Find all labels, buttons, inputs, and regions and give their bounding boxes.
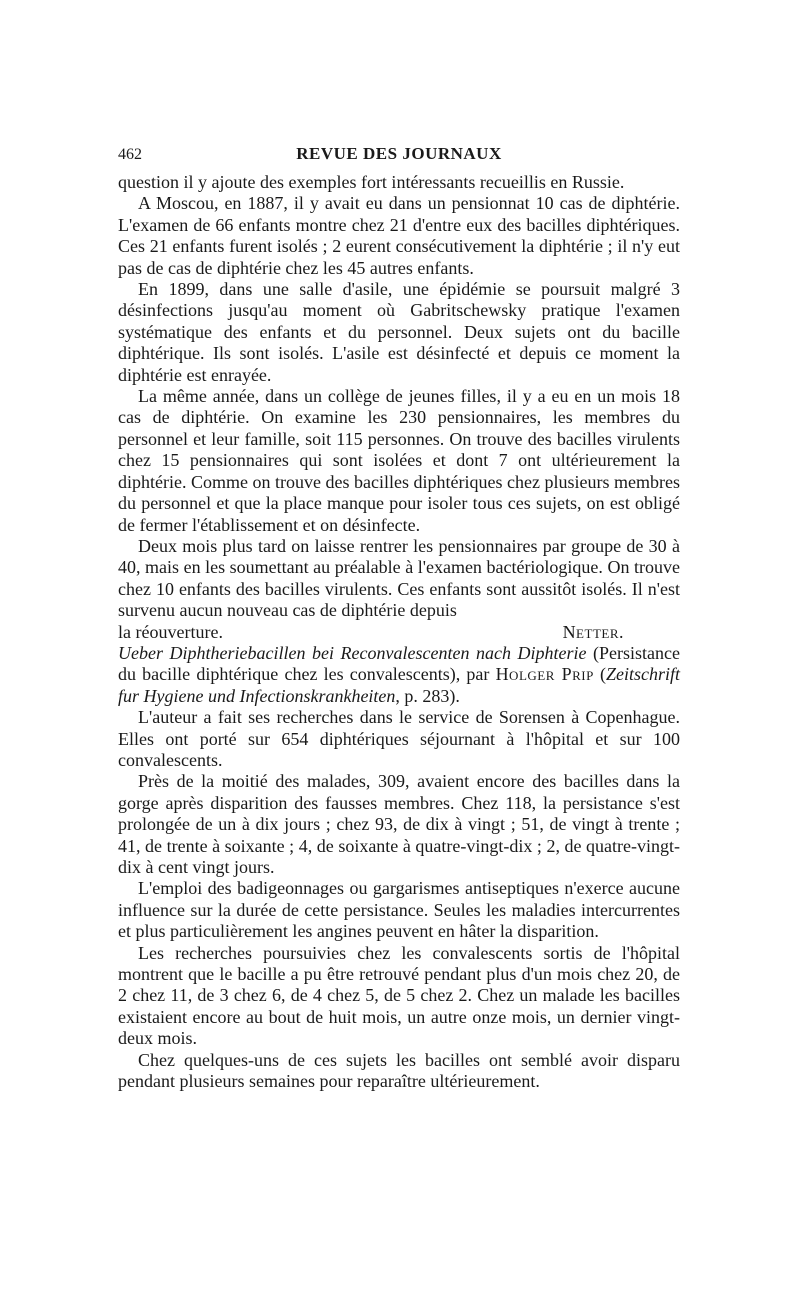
paragraph: Les recherches poursuivies chez les convalescents sortis de l'hôpital montrent que le bacille a pu être retrouvé pendant plus d'un mois chez 20, de 2 chez 11, de 3 chez 6, de 4 chez 5, de 5 chez 2. Chez un malade les bacilles existaient encore au bout de huit mois, un autre onze mois, un dernier vingt-deux mois. xyxy=(118,942,680,1049)
page-header xyxy=(118,140,680,170)
paragraph: L'emploi des badigeonnages ou gargarismes antiseptiques n'exerce aucune influence sur la durée de cette persistance. Seules les maladies intercurrentes et plus particulièrement les angines peuvent en hâter la disparition. xyxy=(118,878,680,942)
paragraph: La même année, dans un collège de jeunes filles, il y a eu en un mois 18 cas de diphtérie. On examine les 230 pensionnaires, les membres du personnel et leur famille, soit 115 personnes. On trouve des bacilles virulents chez 15 pensionnaires qui sont isolées et dont 7 ont ultérieurement la diphtérie. Comme on trouve des bacilles diphtériques chez plusieurs membres du personnel et que la place manque pour isoler tous ces sujets, on est obligé de fermer l'établissement et on désinfecte. xyxy=(118,386,680,535)
paragraph-end: la réouverture. xyxy=(118,621,223,642)
paragraph: L'auteur a fait ses recherches dans le service de Sorensen à Copenhague. Elles ont porté sur 654 diphtériques séjournant à l'hôpital et sur 100 convalescents. xyxy=(118,707,680,770)
article-title: Ueber Diphtheriebacillen bei Reconvalescenten nach Diphterie xyxy=(118,642,587,663)
article-author: Holger Prip xyxy=(495,664,594,685)
page-body xyxy=(118,172,680,1092)
paragraph: En 1899, dans une salle d'asile, une épidémie se poursuit malgré 3 désinfections jusqu'au moment où Gabritschewsky pratique l'examen systématique des enfants et du personnel. Deux sujets ont du bacille diphtérique. Ils sont isolés. L'asile est désinfecté et depuis ce moment la diphtérie est enrayée. xyxy=(118,279,680,385)
article-heading xyxy=(118,643,680,707)
page-number: 462 xyxy=(118,146,142,163)
paragraph: Chez quelques-uns de ces sujets les bacilles ont semblé avoir disparu pendant plusieurs semaines pour reparaître ultérieurement. xyxy=(118,1049,680,1092)
citation-page: , p. 283). xyxy=(395,685,460,706)
journal-name: Zeitschrift fur Hygiene und Infectionskrankheiten xyxy=(118,664,680,706)
signature-line xyxy=(118,622,680,643)
citation-paren: ( xyxy=(593,664,606,685)
running-title: REVUE DES JOURNAUX xyxy=(296,144,502,163)
article-subtitle: (Persistance du bacille diphtérique chez les convalescents), par xyxy=(118,642,680,685)
paragraph: Près de la moitié des malades, 309, avaient encore des bacilles dans la gorge après disparition des fausses membres. Chez 118, la persistance s'est prolongée de un à dix jours ; chez 93, de dix à vingt ; 51, de vingt à trente ; 41, de trente à soixante ; 4, de soixante à quatre-vingt-dix ; 2, de quatre-vingt-dix à cent vingt jours. xyxy=(118,771,680,877)
paragraph: A Moscou, en 1887, il y avait eu dans un pensionnat 10 cas de diphtérie. L'examen de 66 enfants montre chez 21 d'entre eux des bacilles diphtériques. Ces 21 enfants furent isolés ; 2 eurent consécutivement la diphtérie ; il n'y eut pas de cas de diphtérie chez les 45 autres enfants. xyxy=(118,193,680,278)
paragraph: Deux mois plus tard on laisse rentrer les pensionnaires par groupe de 30 à 40, mais en les soumettant au préalable à l'examen bactériologique. On trouve chez 10 enfants des bacilles virulents. Ces enfants sont aussitôt isolés. Il n'est survenu aucun nouveau cas de diphtérie depuis xyxy=(118,535,680,621)
author-signature: Netter. xyxy=(562,621,624,642)
paragraph: question il y ajoute des exemples fort intéressants recueillis en Russie. xyxy=(118,172,625,192)
